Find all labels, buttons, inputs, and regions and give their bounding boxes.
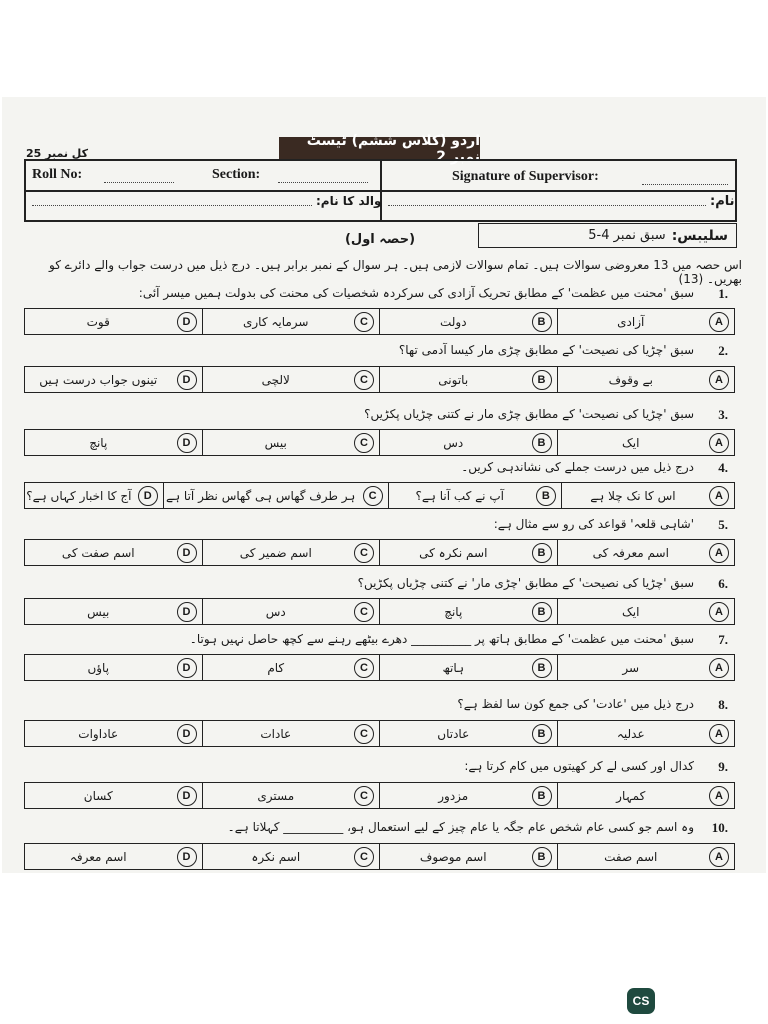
option-c[interactable] — [202, 721, 380, 746]
option-text: ایک — [622, 604, 640, 619]
roll-no-field[interactable] — [104, 181, 174, 183]
option-letter[interactable]: C — [363, 486, 383, 506]
section-title: (حصہ اول) — [344, 232, 416, 247]
question-number: 3. — [718, 407, 728, 422]
father-name-label: والد کا نام: — [316, 194, 382, 208]
option-b[interactable] — [379, 599, 557, 624]
option-d[interactable] — [25, 721, 202, 746]
option-d[interactable] — [25, 655, 202, 680]
option-letter[interactable]: C — [354, 602, 374, 622]
option-b[interactable] — [379, 430, 557, 455]
option-letter[interactable]: D — [177, 433, 197, 453]
section-label: Section: — [212, 167, 261, 182]
question-text: 'شاہی قلعہ' قواعد کی رو سے مثال ہے: — [493, 517, 694, 531]
option-text: ہر طرف گھاس ہی گھاس نظر آتا ہے — [166, 488, 356, 503]
option-a[interactable] — [557, 430, 735, 455]
instructions: اس حصہ میں 13 معروضی سوالات ہیں۔ تمام سوالات لازمی ہیں۔ ہر سوال کے نمبر برابر ہیں۔ درج ذیل میں درست جواب والے دائرے کو بھریں۔ (13) — [49, 258, 742, 286]
option-text: آپ نے کب آنا ہے؟ — [415, 488, 504, 503]
total-marks: کل نمبر 25 — [26, 147, 89, 160]
option-text: لالچی — [261, 372, 290, 387]
option-text: قوت — [86, 314, 110, 329]
question-number: 7. — [718, 632, 728, 647]
question-text: سبق 'محنت میں عظمت' کے مطابق تحریک آزادی کی سرکردہ شخصیات کی محنت کی بدولت ہمیں میسر آئی: — [138, 286, 694, 300]
option-c[interactable] — [163, 483, 388, 508]
question-5 — [28, 517, 728, 535]
question-9 — [28, 759, 728, 777]
option-text: اس کا نک چلا ہے — [590, 488, 676, 503]
option-letter[interactable]: A — [709, 786, 729, 806]
options-row-8 — [24, 720, 735, 747]
roll-no-label: Roll No: — [32, 167, 83, 182]
signature-field[interactable] — [642, 183, 728, 185]
camscanner-logo-icon: CS — [627, 988, 655, 1014]
question-number: 6. — [718, 576, 728, 591]
option-letter[interactable]: C — [354, 786, 374, 806]
option-letter[interactable]: C — [354, 312, 374, 332]
question-number: 1. — [718, 286, 728, 301]
option-letter[interactable]: C — [354, 658, 374, 678]
option-letter[interactable]: D — [177, 786, 197, 806]
question-number: 10. — [711, 820, 728, 835]
option-letter[interactable]: B — [536, 486, 556, 506]
option-text: کمہار — [616, 788, 646, 803]
option-letter[interactable]: D — [177, 312, 197, 332]
option-letter[interactable]: C — [354, 724, 374, 744]
option-letter[interactable]: D — [177, 847, 197, 867]
option-text: آزادی — [617, 314, 645, 329]
option-letter[interactable]: B — [532, 543, 552, 563]
option-text: اسم معرفہ کی — [592, 545, 669, 560]
option-letter[interactable]: D — [138, 486, 158, 506]
question-text: سبق 'چڑیا کی نصیحت' کے مطابق 'چڑی مار' نے کتنی چڑیاں پکڑیں؟ — [357, 576, 694, 590]
option-d[interactable] — [25, 367, 202, 392]
option-letter[interactable]: B — [532, 370, 552, 390]
option-letter[interactable]: D — [177, 724, 197, 744]
options-row-1 — [24, 308, 735, 335]
option-text: سر — [622, 660, 640, 675]
option-letter[interactable]: A — [709, 602, 729, 622]
option-text: دس — [443, 435, 464, 450]
option-letter[interactable]: A — [709, 312, 729, 332]
option-text: کام — [267, 660, 285, 675]
option-b[interactable] — [388, 483, 561, 508]
option-text: دس — [265, 604, 286, 619]
student-info-box — [24, 159, 737, 222]
option-text: ایک — [622, 435, 640, 450]
option-text: عادات — [260, 726, 292, 741]
options-row-7 — [24, 654, 735, 681]
option-d[interactable] — [25, 844, 202, 869]
option-text: کسان — [83, 788, 113, 803]
option-letter[interactable]: A — [709, 433, 729, 453]
syllabus-label: سلیبس: — [671, 227, 728, 244]
option-d[interactable] — [25, 309, 202, 334]
options-row-10 — [24, 843, 735, 870]
option-text: سرمایہ کاری — [242, 314, 309, 329]
option-text: پانچ — [89, 435, 108, 450]
option-a[interactable] — [561, 483, 734, 508]
question-8 — [28, 697, 728, 715]
option-c[interactable] — [202, 430, 380, 455]
option-letter[interactable]: B — [532, 847, 552, 867]
question-number: 4. — [718, 460, 728, 475]
option-letter[interactable]: B — [532, 433, 552, 453]
option-a[interactable] — [557, 367, 735, 392]
option-text: بیس — [87, 604, 110, 619]
option-b[interactable] — [379, 309, 557, 334]
option-b[interactable] — [379, 367, 557, 392]
option-letter[interactable]: D — [177, 370, 197, 390]
option-text: اسم صفت کی — [61, 545, 135, 560]
question-3 — [28, 407, 728, 425]
question-text: وہ اسم جو کسی عام شخص عام جگہ یا عام چیز کے لیے استعمال ہو، __________ کہلاتا ہے۔ — [227, 820, 694, 834]
section-field[interactable] — [278, 181, 368, 183]
question-6 — [28, 576, 728, 594]
option-b[interactable] — [379, 844, 557, 869]
option-text: پانچ — [444, 604, 463, 619]
options-row-3 — [24, 429, 735, 456]
option-b[interactable] — [379, 655, 557, 680]
question-number: 2. — [718, 343, 728, 358]
option-b[interactable] — [379, 721, 557, 746]
question-number: 9. — [718, 759, 728, 774]
option-c[interactable] — [202, 655, 380, 680]
option-text: اسم نکرہ — [251, 849, 301, 864]
option-letter[interactable]: D — [177, 543, 197, 563]
option-text: مستری — [257, 788, 295, 803]
question-text: سبق 'محنت میں عظمت' کے مطابق ہاتھ پر __________ دھرے بیٹھے رہنے سے کچھ حاصل نہیں ہوتا۔ — [189, 632, 694, 646]
option-text: بے وقوف — [608, 372, 653, 387]
question-10 — [28, 820, 728, 838]
option-text: دولت — [439, 314, 467, 329]
question-4 — [28, 460, 728, 478]
option-letter[interactable]: B — [532, 312, 552, 332]
option-letter[interactable]: C — [354, 543, 374, 563]
option-letter[interactable]: A — [709, 847, 729, 867]
question-text: سبق 'چڑیا کی نصیحت' کے مطابق چڑی مار نے کتنی چڑیاں پکڑیں؟ — [364, 407, 694, 421]
option-c[interactable] — [202, 367, 380, 392]
option-b[interactable] — [379, 783, 557, 808]
option-letter[interactable]: D — [177, 602, 197, 622]
divider — [26, 190, 735, 192]
option-a[interactable] — [557, 309, 735, 334]
option-text: آج کا اخبار کہاں ہے؟ — [26, 488, 132, 503]
option-a[interactable] — [557, 783, 735, 808]
option-letter[interactable]: D — [177, 658, 197, 678]
option-text: مزدور — [438, 788, 469, 803]
signature-label: Signature of Supervisor: — [452, 169, 599, 184]
option-text: پاؤں — [87, 660, 110, 675]
syllabus-box — [478, 223, 737, 248]
option-text: تینوں جواب درست ہیں — [39, 372, 158, 387]
option-a[interactable] — [557, 540, 735, 565]
option-text: اسم نکرہ کی — [419, 545, 488, 560]
option-letter[interactable]: A — [709, 724, 729, 744]
option-c[interactable] — [202, 540, 380, 565]
option-letter[interactable]: C — [354, 433, 374, 453]
exam-title: اردو (کلاس ششم) ٹیسٹ نمبر 2 — [279, 137, 480, 160]
syllabus-value: سبق نمبر 4-5 — [588, 228, 666, 243]
option-letter[interactable]: B — [532, 786, 552, 806]
option-c[interactable] — [202, 309, 380, 334]
option-text: اسم موصوف — [419, 849, 487, 864]
option-letter[interactable]: B — [532, 602, 552, 622]
option-d[interactable] — [25, 783, 202, 808]
option-letter[interactable]: B — [532, 658, 552, 678]
option-letter[interactable]: B — [532, 724, 552, 744]
question-text: سبق 'چڑیا کی نصیحت' کے مطابق چڑی مار کیسا آدمی تھا؟ — [398, 343, 694, 357]
option-text: اسم ضمیر کی — [239, 545, 312, 560]
options-row-6 — [24, 598, 735, 625]
father-name-field[interactable] — [32, 204, 312, 206]
option-d[interactable] — [25, 599, 202, 624]
option-text: باتونی — [438, 372, 469, 387]
option-d[interactable] — [25, 430, 202, 455]
options-row-9 — [24, 782, 735, 809]
options-row-2 — [24, 366, 735, 393]
option-letter[interactable]: A — [709, 370, 729, 390]
options-row-5 — [24, 539, 735, 566]
question-7 — [28, 632, 728, 650]
option-a[interactable] — [557, 599, 735, 624]
option-text: بیس — [264, 435, 287, 450]
option-a[interactable] — [557, 844, 735, 869]
option-text: ہاتھ — [442, 660, 465, 675]
option-text: اسم صفت — [604, 849, 658, 864]
options-row-4 — [24, 482, 735, 509]
option-letter[interactable]: C — [354, 847, 374, 867]
option-c[interactable] — [202, 783, 380, 808]
option-text: عدلیہ — [616, 726, 645, 741]
option-d[interactable] — [25, 540, 202, 565]
question-text: درج ذیل میں درست جملے کی نشاندہی کریں۔ — [461, 460, 694, 474]
question-text: کدال اور کسی لے کر کھیتوں میں کام کرتا ہے: — [464, 759, 694, 773]
option-text: اسم معرفہ — [69, 849, 127, 864]
name-label: نام: — [710, 194, 735, 209]
question-number: 5. — [718, 517, 728, 532]
option-letter[interactable]: C — [354, 370, 374, 390]
option-c[interactable] — [202, 844, 380, 869]
question-1 — [28, 286, 728, 304]
option-b[interactable] — [379, 540, 557, 565]
question-number: 8. — [718, 697, 728, 712]
option-letter[interactable]: A — [709, 658, 729, 678]
option-c[interactable] — [202, 599, 380, 624]
option-a[interactable] — [557, 721, 735, 746]
option-d[interactable] — [25, 483, 163, 508]
option-letter[interactable]: A — [709, 543, 729, 563]
name-field[interactable] — [388, 204, 706, 206]
question-text: درج ذیل میں 'عادت' کی جمع کون سا لفظ ہے؟ — [457, 697, 694, 711]
option-text: عاداوات — [78, 726, 119, 741]
option-text: عادتاں — [437, 726, 470, 741]
question-2 — [28, 343, 728, 361]
option-letter[interactable]: A — [709, 486, 729, 506]
option-a[interactable] — [557, 655, 735, 680]
